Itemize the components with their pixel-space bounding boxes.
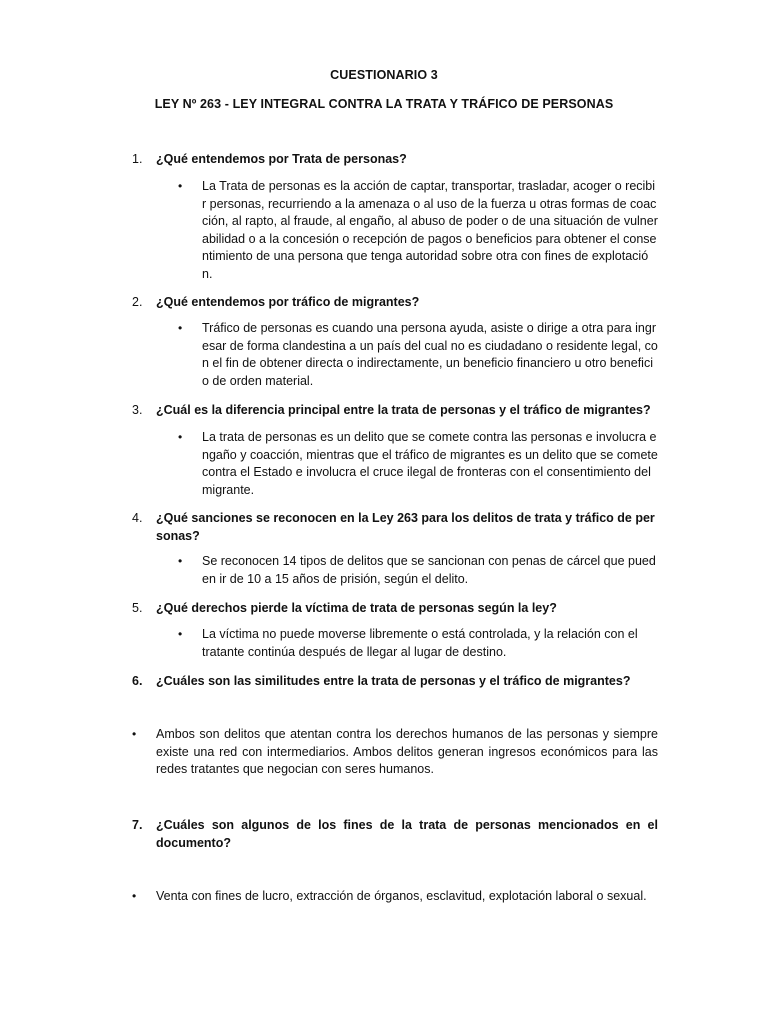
question-text: ¿Cuáles son las similitudes entre la trata de personas y el tráfico de migrantes? xyxy=(156,674,631,688)
answer-text: La Trata de personas es la acción de captar, transportar, trasladar, acoger o recibir personas, recurriendo a la amenaza o al uso de la fuerza u otras formas de coacción, al rapto, al fraude, al engaño, al abuso de poder o de una situación de vulnerabilidad o a la concesión o recepción de pagos o beneficios para obtener el consentimiento de una persona que tenga autoridad sobre otra con fines de explotación. xyxy=(202,179,658,281)
bullet-icon: • xyxy=(178,321,183,335)
answer-1 xyxy=(178,178,658,284)
answer-text: Venta con fines de lucro, extracción de órganos, esclavitud, explotación laboral o sexual. xyxy=(156,889,647,903)
question-6 xyxy=(132,672,672,690)
question-4 xyxy=(132,509,658,545)
question-text: ¿Cuáles son algunos de los fines de la trata de personas mencionados en el documento? xyxy=(156,818,658,850)
answer-text: Ambos son delitos que atentan contra los derechos humanos de las personas y siempre existe una red con intermediarios. Ambos delitos generan ingresos económicos para las redes tratantes que negocian con seres humanos. xyxy=(156,727,658,777)
question-number: 7. xyxy=(132,818,143,832)
answer-3 xyxy=(178,429,658,499)
question-number: 6. xyxy=(132,674,143,688)
document-title: CUESTIONARIO 3 xyxy=(330,68,438,82)
question-3 xyxy=(132,401,672,419)
answer-2 xyxy=(178,320,658,390)
answer-5 xyxy=(178,626,658,661)
question-text: ¿Qué derechos pierde la víctima de trata de personas según la ley? xyxy=(156,601,557,615)
question-text: ¿Qué entendemos por tráfico de migrantes? xyxy=(156,295,420,309)
question-text: ¿Qué entendemos por Trata de personas? xyxy=(156,152,407,166)
question-text: ¿Qué sanciones se reconocen en la Ley 263 para los delitos de trata y tráfico de personas? xyxy=(156,511,655,543)
answer-text: La trata de personas es un delito que se comete contra las personas e involucra engaño y coacción, mientras que el tráfico de migrantes es un delito que se comete contra el Estado e involucra el cruce ilegal de fronteras con el consentimiento del migrante. xyxy=(202,430,658,497)
bullet-icon: • xyxy=(178,179,183,193)
bullet-icon: • xyxy=(132,889,137,903)
question-number: 1. xyxy=(132,152,143,166)
bullet-icon: • xyxy=(132,727,137,741)
answer-7 xyxy=(132,888,658,906)
question-number: 4. xyxy=(132,511,143,525)
answer-6 xyxy=(132,726,658,779)
question-7 xyxy=(132,816,658,852)
answer-4 xyxy=(178,553,658,588)
answer-text: La víctima no puede moverse libremente o está controlada, y la relación con el tratante continúa después de llegar al lugar de destino. xyxy=(202,627,638,659)
question-5 xyxy=(132,599,672,617)
bullet-icon: • xyxy=(178,430,183,444)
bullet-icon: • xyxy=(178,627,183,641)
question-2 xyxy=(132,293,672,311)
bullet-icon: • xyxy=(178,554,183,568)
question-number: 3. xyxy=(132,403,143,417)
answer-text: Se reconocen 14 tipos de delitos que se sancionan con penas de cárcel que pueden ir de 10 a 15 años de prisión, según el delito. xyxy=(202,554,656,586)
question-number: 5. xyxy=(132,601,143,615)
answer-text: Tráfico de personas es cuando una persona ayuda, asiste o dirige a otra para ingresar de forma clandestina a un país del cual no es ciudadano o residente legal, con el fin de obtener directa o indirectamente, un beneficio financiero u otro beneficio de orden material. xyxy=(202,321,658,388)
question-number: 2. xyxy=(132,295,143,309)
document-subtitle: LEY Nº 263 - LEY INTEGRAL CONTRA LA TRATA Y TRÁFICO DE PERSONAS xyxy=(154,97,614,111)
question-text: ¿Cuál es la diferencia principal entre la trata de personas y el tráfico de migrantes? xyxy=(156,403,651,417)
question-1 xyxy=(132,150,672,168)
